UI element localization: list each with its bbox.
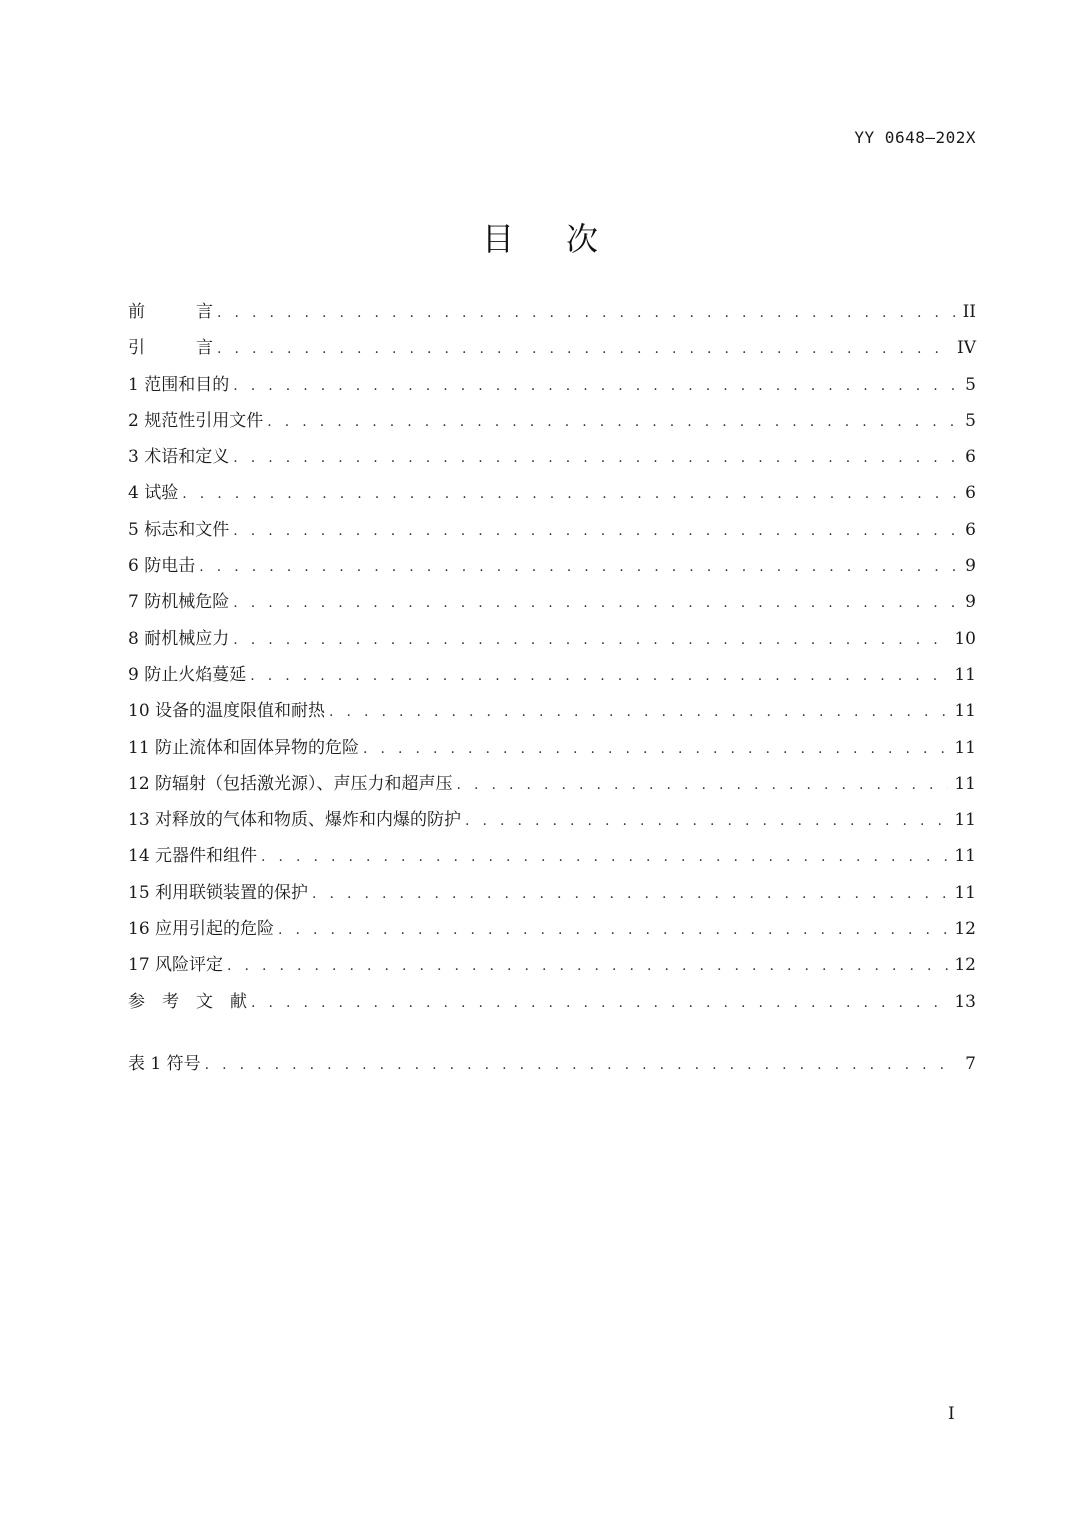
toc-entry-label: 12 防辐射（包括激光源）、声压力和超声压 — [128, 773, 453, 794]
toc-dot-leader — [217, 331, 951, 367]
toc-entry-8[interactable] — [128, 621, 976, 657]
toc-entry-15[interactable] — [128, 875, 976, 911]
toc-entry-page: 6 — [965, 519, 976, 540]
toc-entry-page: 12 — [954, 955, 976, 976]
toc-dot-leader — [278, 912, 948, 948]
toc-dot-leader — [199, 549, 956, 585]
toc-entry-label: 15 利用联锁装置的保护 — [128, 882, 309, 903]
toc-entry-page: 5 — [965, 410, 976, 431]
toc-entry-page: 13 — [954, 991, 976, 1012]
toc-entry-9[interactable] — [128, 657, 976, 693]
toc-entry-label: 5 标志和文件 — [128, 519, 230, 540]
toc-dot-leader — [233, 585, 956, 621]
toc-entry-page: 12 — [954, 919, 976, 940]
toc-entry-11[interactable] — [128, 730, 976, 766]
toc-entry-page: II — [962, 302, 976, 322]
toc-title: 目次 — [481, 220, 650, 258]
toc-entry-page: 7 — [965, 1053, 976, 1074]
toc-entry-label: 11 防止流体和固体异物的危险 — [128, 737, 360, 758]
toc-entry-page: 11 — [954, 846, 976, 867]
toc-dot-leader — [227, 948, 948, 984]
toc-entry-label: 表 1 符号 — [128, 1053, 201, 1074]
toc-entry-page: 11 — [954, 882, 976, 903]
toc-dot-leader — [457, 767, 949, 803]
toc-entry-1[interactable] — [128, 367, 976, 403]
toc-dot-leader — [261, 839, 948, 875]
toc-dot-leader — [182, 476, 956, 512]
toc-dot-leader — [363, 731, 948, 767]
toc-entry-label: 17 风险评定 — [128, 955, 224, 976]
toc-dot-leader — [250, 658, 948, 694]
toc-entry-10[interactable] — [128, 693, 976, 729]
toc-entry-page: 6 — [965, 447, 976, 468]
toc-dot-leader — [267, 404, 956, 440]
toc-entry-page: IV — [957, 338, 976, 359]
toc-dot-leader — [217, 295, 956, 331]
toc-entry-label: 3 术语和定义 — [128, 447, 230, 468]
toc-entry-16[interactable] — [128, 911, 976, 947]
toc-dot-leader — [205, 1047, 956, 1083]
toc-entry-label: 8 耐机械应力 — [128, 628, 230, 649]
toc-entry-label: 14 元器件和组件 — [128, 846, 258, 867]
toc-dot-leader — [312, 876, 948, 912]
toc-entry-12[interactable] — [128, 766, 976, 802]
toc-entry-introduction[interactable] — [128, 330, 976, 366]
toc-entry-label: 4 试验 — [128, 483, 179, 504]
toc-entry-14[interactable] — [128, 838, 976, 874]
toc-entry-foreword[interactable] — [128, 294, 976, 330]
toc-entry-label: 1 范围和目的 — [128, 374, 230, 395]
toc-entry-page: 6 — [965, 483, 976, 504]
toc-entry-bibliography[interactable] — [128, 984, 976, 1020]
toc-entry-page: 11 — [954, 810, 976, 831]
page-number: I — [948, 1404, 955, 1424]
toc-entry-label: 参 考 文 献 — [128, 991, 247, 1012]
toc-entry-page: 11 — [954, 773, 976, 794]
toc-dot-leader — [251, 985, 948, 1021]
toc-entry-page: 11 — [954, 737, 976, 758]
toc-entry-page: 9 — [965, 592, 976, 613]
toc-entry-7[interactable] — [128, 584, 976, 620]
toc-entry-page: 10 — [954, 628, 976, 649]
toc-dot-leader — [233, 513, 956, 549]
toc-entry-page: 5 — [965, 374, 976, 395]
toc-entry-page: 11 — [954, 664, 976, 685]
toc-entry-label: 9 防止火焰蔓延 — [128, 664, 247, 685]
toc-dot-leader — [465, 803, 948, 839]
toc-entry-label: 引 言 — [128, 338, 213, 359]
toc-entry-3[interactable] — [128, 439, 976, 475]
toc-entry-13[interactable] — [128, 802, 976, 838]
toc-entry-label: 6 防电击 — [128, 556, 196, 577]
toc-entry-label: 2 规范性引用文件 — [128, 410, 264, 431]
toc-entry-page: 9 — [965, 556, 976, 577]
toc-dot-leader — [233, 368, 956, 404]
toc-entry-label: 前 言 — [128, 302, 213, 322]
table-of-contents — [128, 294, 976, 1082]
toc-entry-table-1[interactable] — [128, 1046, 976, 1082]
document-code: YY 0648—202X — [854, 128, 976, 147]
toc-entry-2[interactable] — [128, 403, 976, 439]
toc-dot-leader — [233, 440, 956, 476]
toc-dot-leader — [329, 694, 948, 730]
toc-entry-17[interactable] — [128, 947, 976, 983]
toc-dot-leader — [233, 622, 948, 658]
toc-entry-4[interactable] — [128, 475, 976, 511]
toc-entry-page: 11 — [954, 701, 976, 722]
toc-entry-label: 7 防机械危险 — [128, 592, 230, 613]
toc-entry-6[interactable] — [128, 548, 976, 584]
toc-entry-label: 16 应用引起的危险 — [128, 919, 275, 940]
toc-entry-5[interactable] — [128, 512, 976, 548]
toc-entry-label: 13 对释放的气体和物质、爆炸和内爆的防护 — [128, 810, 462, 831]
toc-entry-label: 10 设备的温度限值和耐热 — [128, 701, 326, 722]
